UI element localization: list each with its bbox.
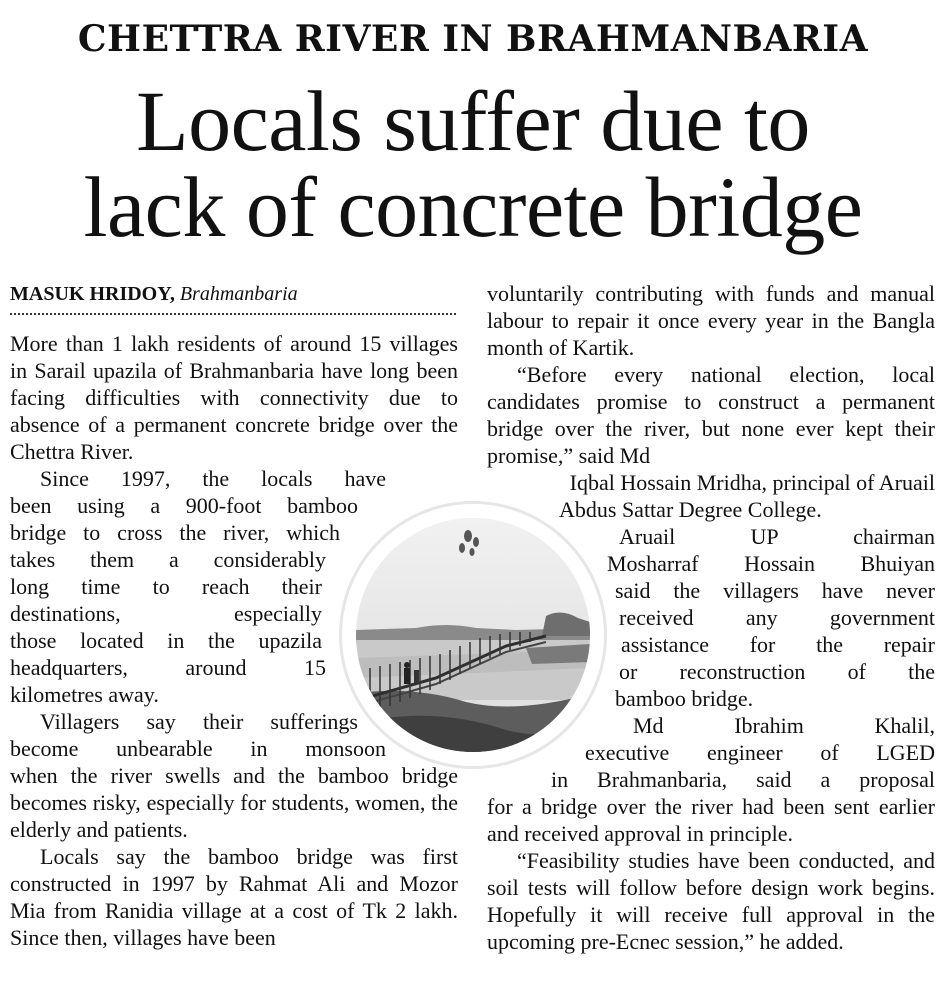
text-line: Since 1997, the locals have <box>40 466 386 491</box>
byline <box>10 283 458 306</box>
text-line: received any government <box>619 605 935 630</box>
paragraph: “Before every national election, local candidates promise to construct a permanent bridge over the river, but none ever kept their promise,” said Md <box>487 362 935 468</box>
byline-location: Brahmanbaria <box>179 283 298 305</box>
bamboo-bridge-photo <box>356 518 590 752</box>
paragraph-wrapped <box>10 465 386 708</box>
text-line: those located in the upazila <box>10 628 322 653</box>
paragraph: “Feasibility studies have been conducted, and soil tests will follow before design work begins. Hopefully it will receive full approval in the upcoming pre-Ecnec session,” he added. <box>487 848 935 954</box>
text-line: headquarters, around 15 <box>10 655 326 680</box>
paragraph: for a bridge over the river had been sent earlier and received approval in principle. <box>487 794 935 846</box>
text-line: Md Ibrahim Khalil, <box>633 713 935 738</box>
paragraph: Locals say the bamboo bridge was first constructed in 1997 by Rahmat Ali and Mozor Mia from Ranidia village at a cost of Tk 2 lakh. Since then, villages have been <box>10 844 458 950</box>
text-line: become unbearable in monsoon <box>10 736 386 761</box>
text-line: executive engineer of LGED <box>585 740 935 765</box>
text-line: Mosharraf Hossain Bhuiyan <box>607 551 935 576</box>
text-line: long time to reach their <box>10 574 322 599</box>
text-line: Iqbal Hossain Mridha, principal of Aruail <box>569 470 935 495</box>
text-line: destinations, especially <box>10 601 322 626</box>
paragraph: More than 1 lakh residents of around 15 villages in Sarail upazila of Brahmanbaria have long been facing difficulties with connectivity due to absence of a permanent concrete bridge over the Chettra River. <box>10 331 458 464</box>
text-line: Villagers say their sufferings <box>40 709 358 734</box>
text-line: Abdus Sattar Degree College. <box>559 497 822 522</box>
kicker: CHETTRA RIVER IN BRAHMANBARIA <box>77 18 869 60</box>
text-line: or reconstruction of the <box>619 659 935 684</box>
headline-line-2: lack of concrete bridge <box>83 159 863 255</box>
text-line: kilometres away. <box>10 682 159 707</box>
byline-author: MASUK HRIDOY, <box>10 283 175 305</box>
text-line: bridge to cross the river, which <box>10 520 340 545</box>
headline-line-1: Locals suffer due to <box>136 73 810 169</box>
text-line: bamboo bridge. <box>615 686 754 711</box>
paragraph: voluntarily contributing with funds and manual labour to repair it once every year in the Bangla month of Kartik. <box>487 281 935 360</box>
text-line: Aruail UP chairman <box>619 524 935 549</box>
paragraph-wrapped <box>487 469 935 523</box>
photo-illustration <box>356 518 590 752</box>
text-line: in Brahmanbaria, said a proposal <box>551 767 935 792</box>
text-line: assistance for the repair <box>621 632 935 657</box>
text-line: been using a 900-foot bamboo <box>10 493 358 518</box>
headline <box>0 73 946 255</box>
byline-divider <box>10 313 456 315</box>
text-line: takes them a considerably <box>10 547 326 572</box>
text-line: said the villagers have never <box>615 578 935 603</box>
paragraph: when the river swells and the bamboo bridge becomes risky, especially for students, women, the elderly and patients. <box>10 763 458 842</box>
photo-frame <box>342 504 604 766</box>
